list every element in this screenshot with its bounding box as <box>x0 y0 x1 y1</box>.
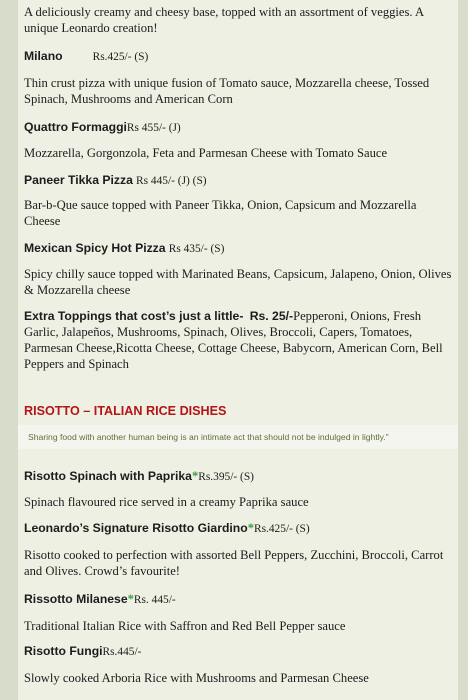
menu-item-milano <box>24 48 454 65</box>
menu-desc-risotto-giardino <box>24 547 454 579</box>
item-price: Rs. 445/- <box>133 594 176 606</box>
item-description: Bar-b-Que sauce topped with Paneer Tikka, Onion, Capsicum and Mozzarella Cheese <box>24 198 417 228</box>
item-name: Leonardo’s Signature Risotto Giardino <box>24 521 248 535</box>
item-description: Risotto cooked to perfection with assorted Bell Peppers, Zucchini, Broccoli, Carrot and Olives. Crowd’s favourite! <box>24 548 444 578</box>
menu-item-risotto-fungi <box>24 643 454 660</box>
veg-star: * <box>247 521 254 535</box>
item-name: Milano <box>24 49 63 63</box>
intro-block <box>24 4 454 36</box>
item-price: Rs 455/- (J) <box>126 122 181 134</box>
menu-desc-risotto-milanese <box>24 618 454 634</box>
item-description: Thin crust pizza with unique fusion of Tomato sauce, Mozzarella cheese, Tossed Spinach, Mushrooms and American Corn <box>24 76 430 106</box>
veg-star: * <box>127 592 134 606</box>
item-price: Rs.395/- (S) <box>198 471 254 483</box>
section-title-risotto: RISOTTO – ITALIAN RICE DISHES <box>24 404 227 418</box>
item-price: Rs.445/- <box>102 646 142 658</box>
item-description: Spicy chilly sauce topped with Marinated Beans, Capsicum, Jalapeno, Onion, Olives & Mozzarella cheese <box>24 267 452 297</box>
item-name: Rissotto Milanese <box>24 592 128 606</box>
item-price: Rs 435/- (S) <box>168 243 225 255</box>
extra-toppings <box>24 308 454 372</box>
item-name: Mexican Spicy Hot Pizza <box>24 241 166 255</box>
veg-star: * <box>191 469 199 483</box>
menu-desc-quattro-formaggi <box>24 145 454 161</box>
item-description: Mozzarella, Gorgonzola, Feta and Parmesan Cheese with Tomato Sauce <box>24 146 388 160</box>
item-description: Slowly cooked Arboria Rice with Mushrooms and Parmesan Cheese <box>24 671 369 685</box>
item-price: Rs 445/- (J) (S) <box>136 175 207 187</box>
item-name: Paneer Tikka Pizza <box>24 173 133 187</box>
extra-toppings-label: Extra Toppings that cost’s just a little- <box>24 309 244 323</box>
menu-desc-mexican-spicy <box>24 266 454 298</box>
item-description: Spinach flavoured rice served in a creamy Paprika sauce <box>24 495 309 509</box>
menu-item-mexican-spicy <box>24 240 454 257</box>
item-name: Risotto Fungi <box>24 644 103 658</box>
quote-text: Sharing food with another human being is an intimate act that should not be indulged in lightly." <box>28 432 389 442</box>
extra-toppings-list: Pepperoni, Onions, Fresh Garlic, Jalapeños, Mushrooms, Spinach, Olives, Broccoli, Capers, Tomatoes, Parmesan Cheese,Ricotta Cheese, Cottage Cheese, Babycorn, American Corn, Bell Peppers and Spinach <box>24 309 443 371</box>
intro-text: A deliciously creamy and cheesy base, topped with an assortment of veggies. A unique Leonardo creation! <box>24 5 424 35</box>
item-name: Quattro Formaggi <box>24 120 127 134</box>
menu-desc-risotto-spinach <box>24 494 454 510</box>
menu-item-quattro-formaggi <box>24 119 454 136</box>
menu-desc-risotto-fungi <box>24 670 454 686</box>
menu-item-risotto-spinach <box>24 468 454 485</box>
menu-item-risotto-milanese <box>24 591 454 608</box>
menu-desc-paneer-tikka <box>24 197 454 229</box>
item-name: Risotto Spinach with Paprika <box>24 469 192 483</box>
item-price: Rs.425/- (S) <box>92 51 149 63</box>
menu-desc-milano <box>24 75 454 107</box>
extra-toppings-price: Rs. 25/- <box>249 309 294 323</box>
item-description: Traditional Italian Rice with Saffron and Red Bell Pepper sauce <box>24 619 346 633</box>
item-price: Rs.425/- (S) <box>253 523 310 535</box>
menu-item-paneer-tikka <box>24 172 454 189</box>
menu-item-risotto-giardino <box>24 520 454 537</box>
